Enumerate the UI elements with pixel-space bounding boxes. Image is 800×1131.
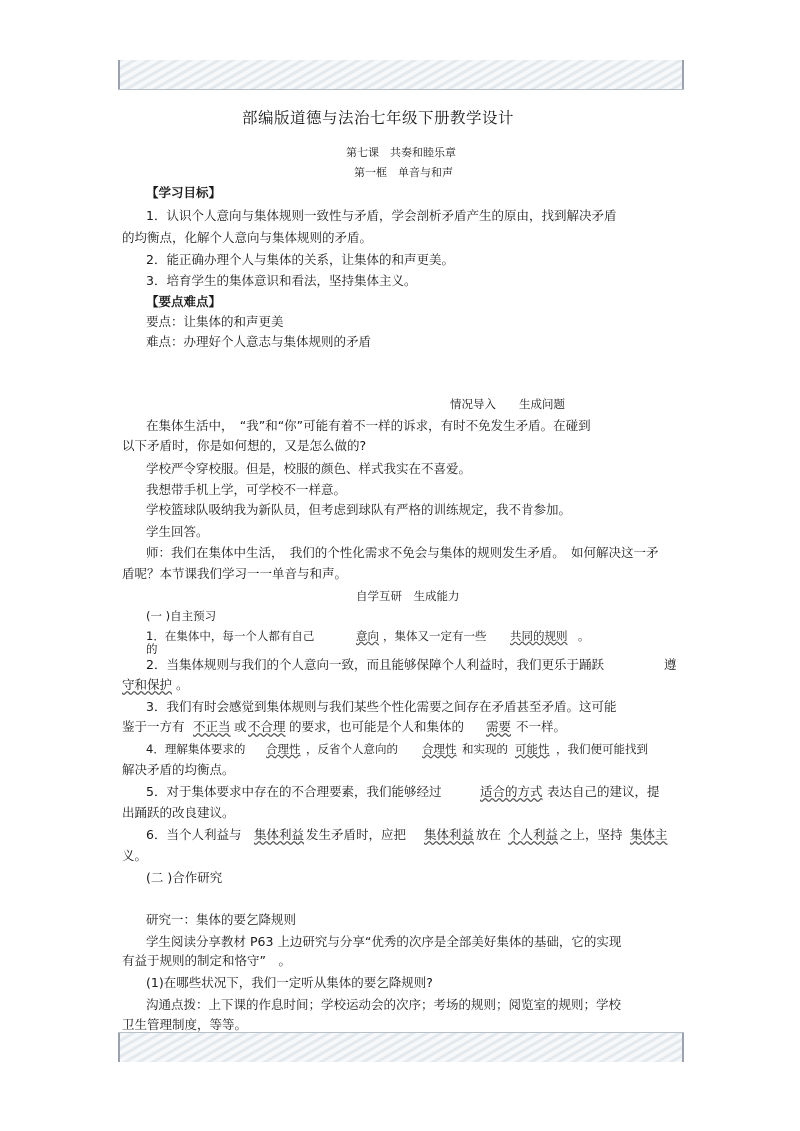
goal-2: 2．能正确办理个人与集体的关系，让集体的和声更美。 — [146, 252, 454, 267]
case-2: 我想带手机上学，可学校不一样意。 — [146, 482, 347, 497]
question-3-text-a: 3．我们有时会感觉到集体规则与我们某些个性化需要之间存在矛盾甚至矛盾。这可能 — [146, 699, 617, 714]
intro-line-2: 以下矛盾时，你是如何想的，又是怎么做的? — [122, 438, 367, 453]
question-2-text-c: 。 — [176, 677, 189, 692]
goal-1-line-2: 的均衡点，化解个人意向与集体规则的矛盾。 — [122, 230, 373, 245]
question-4-text-a4: ，我们便可能找到 — [556, 742, 648, 756]
research-1-heading: 研究一：集体的要乞降规则 — [146, 912, 297, 927]
question-3-text-b2: 或 — [234, 719, 247, 734]
question-4-text-a3: 和实现的 — [462, 742, 508, 756]
goal-3: 3．培育学生的集体意识和看法，坚持集体主义。 — [146, 273, 417, 288]
question-1-text-a: 1．在集体中，每一个人都有自己 — [146, 629, 315, 643]
part-2-heading: (二 )合作研究 — [146, 870, 223, 885]
question-3-answer-3: 需要 — [486, 719, 512, 734]
question-3-answer-1: 不正当 — [193, 719, 231, 734]
question-3-answer-2: 不合理 — [248, 719, 286, 734]
lesson-title: 第七课 共奏和睦乐章 — [346, 146, 456, 159]
question-1-text-b: ，集体又一定有一些 — [383, 629, 487, 643]
question-6-text-a4: 之上，坚持 — [560, 827, 623, 842]
question-4-answer-2: 合理性 — [422, 742, 457, 756]
question-3-text-b4: 不一样。 — [516, 719, 567, 734]
question-6-answer-1: 集体利益 — [254, 827, 305, 842]
question-1-answer-2: 共同的规则 — [510, 629, 568, 643]
case-1: 学校严令穿校服。但是，校服的颜色、样式我实在不喜爱。 — [146, 461, 472, 476]
teacher-line-2: 盾呢？本节课我们学习一一单音与和声。 — [122, 566, 348, 581]
section-intro-heading: 情况导入 生成问题 — [450, 397, 565, 411]
question-4-text-b: 解决矛盾的均衡点。 — [122, 762, 235, 777]
teacher-line-1: 师：我们在集体中生活， 我们的个性化需求不免会与集体的规则发生矛盾。 如何解决这一矛 — [146, 545, 659, 560]
question-6-text-a2: 发生矛盾时，应把 — [306, 827, 407, 842]
question-6-text-a1: 6．当个人利益与 — [146, 827, 242, 842]
section-study-heading: 自学互研 生成能力 — [356, 589, 460, 603]
intro-line-1: 在集体生活中， “我”和“你”可能有着不一样的诉求，有时不免发生矛盾。在碰到 — [146, 418, 591, 433]
reading-line-1: 学生阅读分享教材 P63 上边研究与分享“优秀的次序是全部美好集体的基础，它的实现 — [146, 934, 622, 949]
question-4-text-a1: 4．理解集体要求的 — [146, 742, 246, 756]
header-decoration-band — [118, 60, 684, 90]
question-5-text-a2: 表达自己的建议，提 — [547, 784, 660, 799]
question-1-text-c: 。 — [578, 629, 590, 643]
question-2-answer: 遵 — [664, 657, 677, 672]
question-3-text-b3: 的要求，也可能是个人和集体的 — [289, 719, 465, 734]
student-answer: 学生回答。 — [146, 524, 209, 539]
reading-line-2: 有益于规则的制定和恪守” 。 — [122, 953, 291, 968]
question-2-text-a: 2．当集体规则与我们的个人意向一致，而且能够保障个人利益时，我们更乐于踊跃 — [146, 657, 604, 672]
case-3: 学校篮球队吸纳我为新队员，但考虑到球队有严格的训练规定，我不肯参加。 — [146, 502, 572, 517]
discussion-line-2: 卫生管理制度，等等。 — [122, 1017, 248, 1032]
question-6-answer-2: 集体利益 — [424, 827, 475, 842]
key-points-heading: 【要点难点】 — [146, 294, 222, 309]
question-5-text-b: 出踊跃的改良建议。 — [122, 805, 235, 820]
difficulty: 难点：办理好个人意志与集体规则的矛盾 — [146, 334, 372, 349]
goal-1-line-1: 1．认识个人意向与集体规则一致性与矛盾，学会剖析矛盾产生的原由，找到解决矛盾 — [146, 208, 617, 223]
question-6-answer-4: 集体主 — [630, 827, 668, 842]
question-6-text-b: 义。 — [122, 848, 148, 863]
discussion-line-1: 沟通点拨：上下课的作息时间；学校运动会的次序；考场的规则；阅览室的规则；学校 — [146, 997, 622, 1012]
question-4-answer-3: 可能性 — [515, 742, 550, 756]
question-6-answer-3: 个人利益 — [508, 827, 559, 842]
question-6-text-a3: 放在 — [476, 827, 502, 842]
question-4-text-a2: ，反省个人意向的 — [306, 742, 398, 756]
key-point: 要点：让集体的和声更美 — [146, 314, 284, 329]
goals-heading: 【学习目标】 — [146, 185, 222, 200]
frame-title: 第一框 单音与和声 — [354, 166, 453, 179]
document-title: 部编版道德与法治七年级下册教学设计 — [242, 109, 515, 127]
footer-decoration-band — [118, 1032, 684, 1062]
question-5-answer: 适合的方式 — [480, 784, 543, 799]
question-4-answer-1: 合理性 — [266, 742, 301, 756]
sub-question-1: (1)在哪些状况下，我们一定听从集体的要乞降规则? — [146, 975, 433, 990]
question-1-answer-1: 意向 — [356, 629, 379, 643]
part-1-heading: (一 )自主预习 — [146, 609, 217, 623]
question-3-text-b1: 鉴于一方有 — [122, 719, 185, 734]
question-1-text-d: 的 — [146, 642, 158, 656]
question-5-text-a1: 5．对于集体要求中存在的不合理要素，我们能够经过 — [146, 784, 442, 799]
question-2-answer-cont: 守和保护 — [122, 677, 173, 692]
